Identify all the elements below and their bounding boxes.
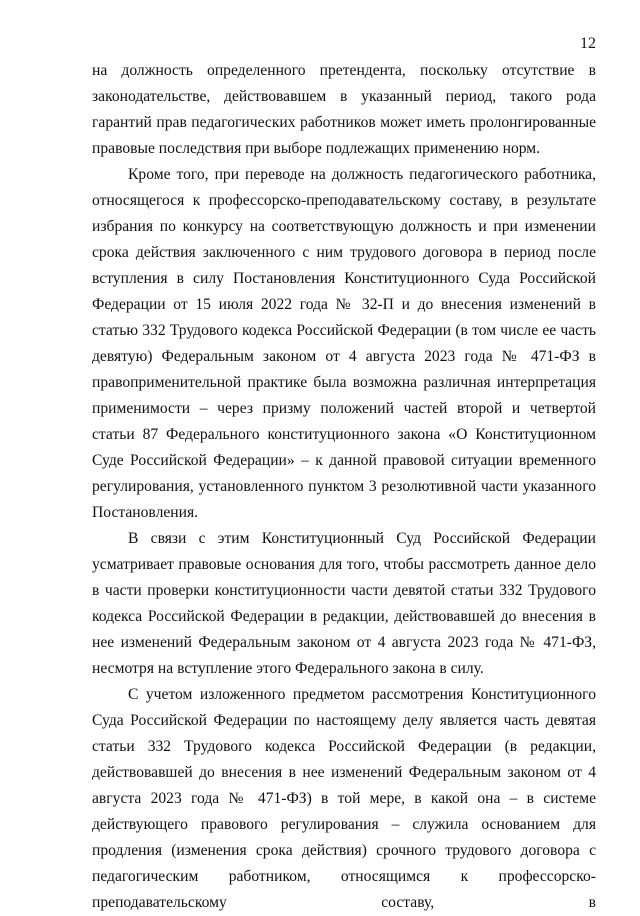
paragraph-continuation: на должность определенного претендента, поскольку отсутствие в законодательстве, действовавшем в указанный период, такого рода гарантий прав педагогических работников может иметь пролонгированные правовые последствия при выборе подлежащих применению норм.	[92, 62, 596, 157]
paragraph-transfer-conditions: Кроме того, при переводе на должность педагогического работника, относящегося к профессорско-преподавательскому составу, в результате избрания по конкурсу на соответствующую должность и при изменении срока действия заключенного с ним трудового договора в период после вступления в силу Постановления Конституционного Суда Российской Федерации от 15 июля 2022 года № 32-П и до внесения изменений в статью 332 Трудового кодекса Российской Федерации (в том числе ее часть девятую) Федеральным законом от 4 августа 2023 года № 471-ФЗ в правоприменительной практике была возможна различная интерпретация применимости – через призму положений частей второй и четвертой статьи 87 Федерального конституционного закона «О Конституционном Суде Российской Федерации» – к данной правовой ситуации временного регулирования, установленного пунктом 3 резолютивной части указанного Постановления.	[92, 166, 596, 521]
paragraph-legal-grounds: В связи с этим Конституционный Суд Российской Федерации усматривает правовые основания для того, чтобы рассмотреть данное дело в части проверки конституционности части девятой статьи 332 Трудового кодекса Российской Федерации в редакции, действовавшей до внесения в нее изменений Федеральным законом от 4 августа 2023 года № 471-ФЗ, несмотря на вступление этого Федерального закона в силу.	[92, 530, 596, 677]
paragraph-subject-of-review: С учетом изложенного предметом рассмотрения Конституционного Суда Российской Федерации по настоящему делу является часть девятая статьи 332 Трудового кодекса Российской Федерации (в редакции, действовавшей до внесения в нее изменений Федеральным законом от 4 августа 2023 года № 471-ФЗ) в той мере, в какой она – в системе действующего правового регулирования – служила основанием для продления (изменения срока действия) срочного трудового договора с педагогическим работником, относящимся к профессорско-преподавательскому составу, в	[92, 686, 596, 911]
document-body	[92, 58, 596, 916]
page-number: 12	[580, 35, 596, 52]
